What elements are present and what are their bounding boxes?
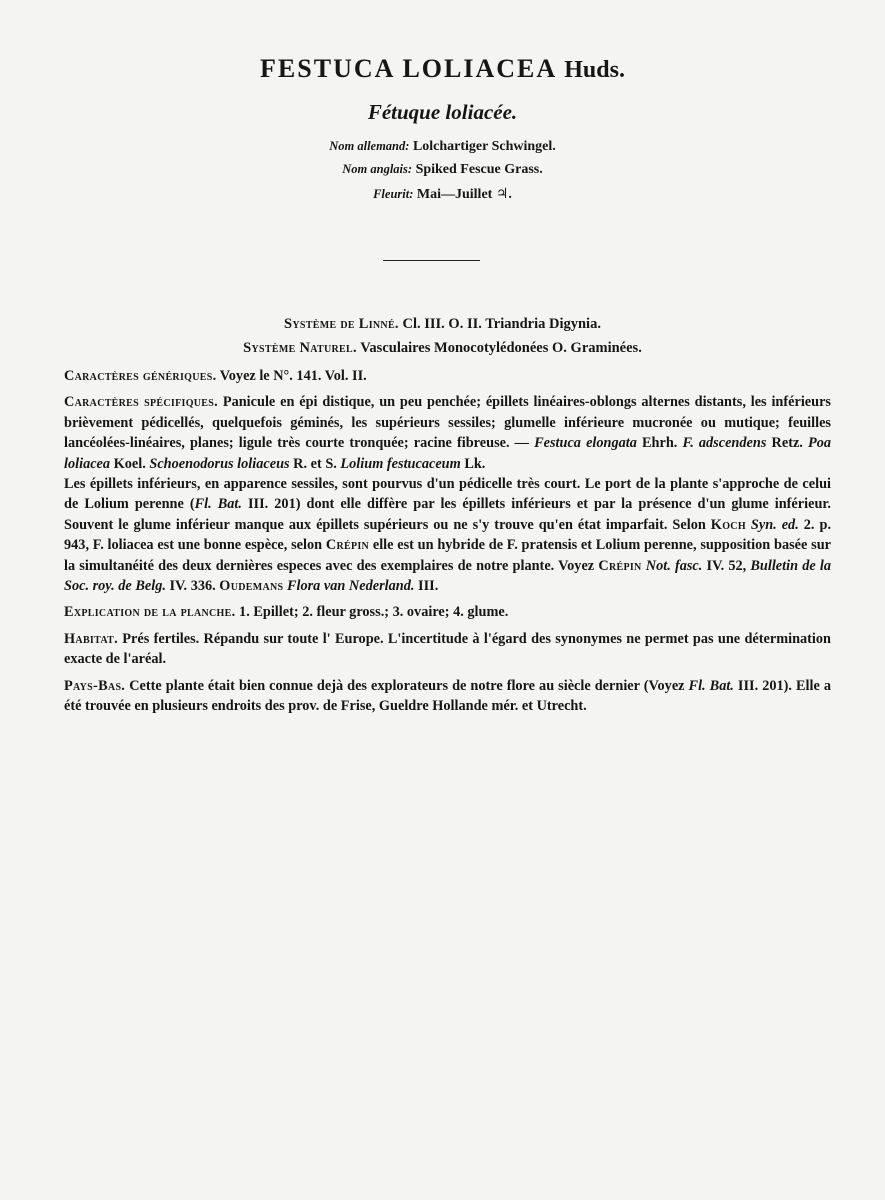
german-name-line: [0, 139, 885, 155]
notes-text: IV. 336.: [165, 578, 220, 595]
generic-characters-label: Caractères génériques.: [64, 368, 217, 384]
plate-explanation-text: 1. Epillet; 2. fleur gross.; 3. ovaire; 4. glume.: [239, 604, 509, 621]
notes-citation: Bulletin de la Soc. roy. de Belg.: [64, 557, 832, 595]
specific-characters-text: Panicule en épi distique, un peu penchée; épillets linéaires-oblongs alternes distants, les inférieurs brièvement pédicellés, quelquefois géminés, les supérieurs sessiles; glumelle inférieure mucronée ou mutique; feuilles lancéolées-linéaires, planes; ligule très courte tronquée; racine fibreuse. —: [64, 394, 831, 452]
synonym-name: Poa loliacea: [64, 435, 832, 472]
notes-citation: Not. fasc.: [645, 557, 703, 574]
notes-paragraph: [64, 474, 831, 596]
french-name: Fétuque loliacée.: [367, 100, 518, 124]
netherlands-text: III. 201). Elle a été trouvée en plusieurs endroits des prov. de Frise, Gueldre Hollande mér. et Utrecht.: [64, 677, 832, 715]
netherlands-label: Pays-Bas.: [64, 677, 126, 694]
synonym-name: Schoenodorus loliaceus: [149, 455, 290, 472]
german-name-value: Lolchartiger Schwingel.: [412, 139, 556, 154]
species-name: FESTUCA LOLIACEA: [260, 54, 556, 83]
notes-citation: Fl. Bat.: [194, 496, 242, 513]
natural-system-value: Vasculaires Monocotylédonées O. Graminées.: [360, 340, 642, 356]
species-author: Huds.: [564, 57, 625, 83]
natural-system-line: [0, 340, 885, 357]
specific-characters-label: Caractères spécifiques.: [64, 394, 218, 411]
specific-characters: [64, 392, 831, 474]
notes-text: elle est un hybride de F. pratensis et Lolium perenne, supposition basée sur la simultanéité des deux dernières especes avec des exemplaires de notre plante. Voyez: [64, 537, 831, 574]
english-name-line: [0, 162, 885, 178]
linne-system-value: Cl. III. O. II. Triandria Digynia.: [402, 316, 601, 332]
habitat-text: Prés fertiles. Répandu sur toute l' Europe. L'incertitude à l'égard des synonymes ne permet pas une détermination exacte de l'aréal.: [64, 630, 832, 668]
linne-system-label: Système de Linné.: [284, 316, 399, 332]
generic-characters: [64, 366, 831, 386]
author-crepin: Crépin: [325, 537, 370, 554]
netherlands-distribution: [64, 676, 831, 717]
synonym-author: Koel.: [110, 455, 150, 472]
synonym-author: Ehrh.: [636, 435, 683, 452]
species-title: [0, 54, 885, 84]
german-name-label: Nom allemand:: [329, 139, 410, 153]
linne-system-line: [0, 316, 885, 333]
author-koch: Koch: [710, 516, 746, 533]
author-oudemans: Oudemans: [219, 578, 284, 595]
notes-text: III. 201) dont elle diffère par les épillets inférieurs et par la présence d'un glume inférieur. Souvent le glume inférieur manque aux épillets supérieurs ou ne s'y trouve qu'en état imparfait. Selon: [64, 496, 832, 533]
synonym-author: Retz.: [766, 435, 808, 452]
notes-text: IV. 52,: [702, 557, 751, 574]
plate-explanation-label: Explication de la planche.: [64, 604, 236, 621]
flowering-label: Fleurit:: [373, 187, 414, 201]
plate-explanation: [64, 602, 831, 622]
habitat: [64, 629, 831, 670]
notes-citation: Syn. ed.: [750, 516, 799, 533]
description-body: [64, 366, 831, 723]
netherlands-citation: Fl. Bat.: [688, 677, 734, 694]
netherlands-text: Cette plante était bien connue dejà des explorateurs de notre flore au siècle dernier (Voyez: [129, 677, 689, 694]
synonym-name: F. adscendens: [682, 435, 767, 452]
english-name-value: Spiked Fescue Grass.: [415, 162, 543, 177]
synonym-author: Lk.: [460, 455, 486, 472]
notes-text: III.: [414, 578, 439, 595]
notes-text: 2. p. 943, F. loliacea est une bonne espèce, selon: [64, 516, 832, 554]
synonym-author: R. et S.: [289, 455, 341, 472]
natural-system-label: Système Naturel.: [243, 340, 357, 356]
flowering-value: Mai—Juillet ♃.: [416, 187, 512, 202]
habitat-label: Habitat.: [64, 630, 118, 647]
notes-citation: Flora van Nederland.: [286, 578, 415, 595]
english-name-label: Nom anglais:: [342, 162, 413, 176]
author-crepin: Crépin: [598, 557, 642, 574]
flowering-line: [0, 186, 885, 203]
notes-text: Les épillets inférieurs, en apparence sessiles, sont pourvus d'un pédicelle très court. Le port de la plante s'approche de celui de Lolium perenne (: [64, 476, 831, 513]
generic-characters-text: Voyez le N°. 141. Vol. II.: [219, 368, 367, 384]
synonym-name: Lolium festucaceum: [340, 455, 461, 472]
divider-rule: [383, 260, 480, 261]
synonym-name: Festuca elongata: [534, 435, 637, 452]
